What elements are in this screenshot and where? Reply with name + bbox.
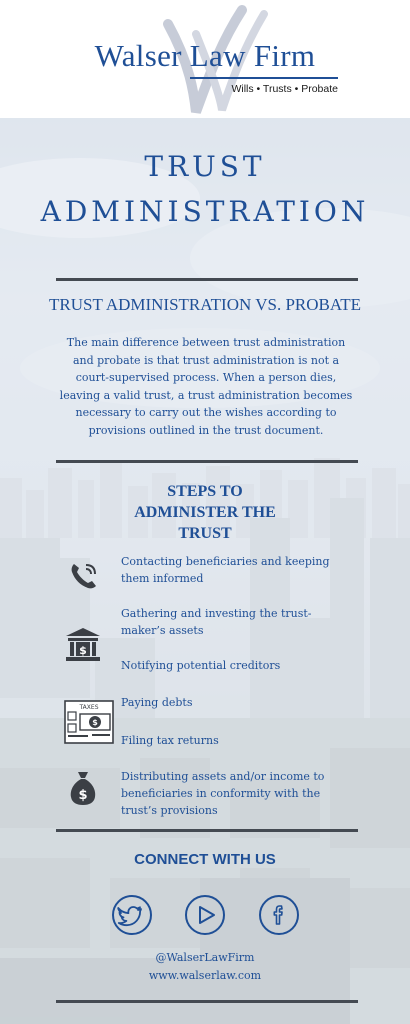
- divider: [56, 1000, 358, 1003]
- taxes-form-icon: [64, 700, 114, 744]
- website-link[interactable]: www.walserlaw.com: [148, 969, 262, 982]
- steps-title-line2: ADMINISTER THE: [134, 504, 276, 521]
- svg-text:TAXES: TAXES: [79, 704, 99, 711]
- steps-title-line1: STEPS TO: [167, 483, 243, 500]
- firm-tagline: Wills • Trusts • Probate: [231, 83, 338, 95]
- header: [0, 0, 410, 118]
- step-item: Contacting beneficiaries and keeping them informed: [121, 555, 330, 585]
- step-item: Paying debts: [121, 696, 193, 709]
- svg-text:$: $: [78, 788, 88, 803]
- connect-heading: CONNECT WITH US: [134, 851, 276, 868]
- step-item: Notifying potential creditors: [121, 659, 281, 672]
- step-item: Distributing assets and/or income to beneficiaries in conformity with the trust’s provisions: [121, 770, 325, 817]
- page-title-line1: TRUST: [144, 150, 266, 183]
- step-item: Filing tax returns: [121, 734, 219, 747]
- comparison-heading: TRUST ADMINISTRATION VS. PROBATE: [48, 295, 362, 314]
- firm-name: Walser Law Firm: [94, 38, 316, 73]
- divider: [56, 829, 358, 832]
- youtube-play-icon[interactable]: [185, 895, 225, 935]
- svg-text:$: $: [79, 644, 87, 657]
- money-bag-icon: [68, 770, 98, 806]
- svg-text:$: $: [92, 718, 98, 727]
- phone-icon: [68, 560, 100, 592]
- firm-name-underline: [190, 77, 338, 79]
- page-title-line2: ADMINISTRATION: [40, 195, 370, 228]
- divider: [56, 278, 358, 281]
- comparison-body: The main difference between trust administration and probate is that trust administration is not a court-supervised process. When a person dies, leaving a valid trust, a trust administration becomes necessary to carry out the wishes according to provisions outlined in the trust document.: [59, 336, 353, 437]
- bank-icon: [64, 626, 102, 662]
- twitter-icon[interactable]: [112, 895, 152, 935]
- step-item: Gathering and investing the trust-maker’s assets: [121, 607, 312, 637]
- social-handle[interactable]: @WalserLawFirm: [155, 951, 255, 964]
- divider: [56, 460, 358, 463]
- steps-title-line3: TRUST: [178, 525, 232, 542]
- facebook-icon[interactable]: [259, 895, 299, 935]
